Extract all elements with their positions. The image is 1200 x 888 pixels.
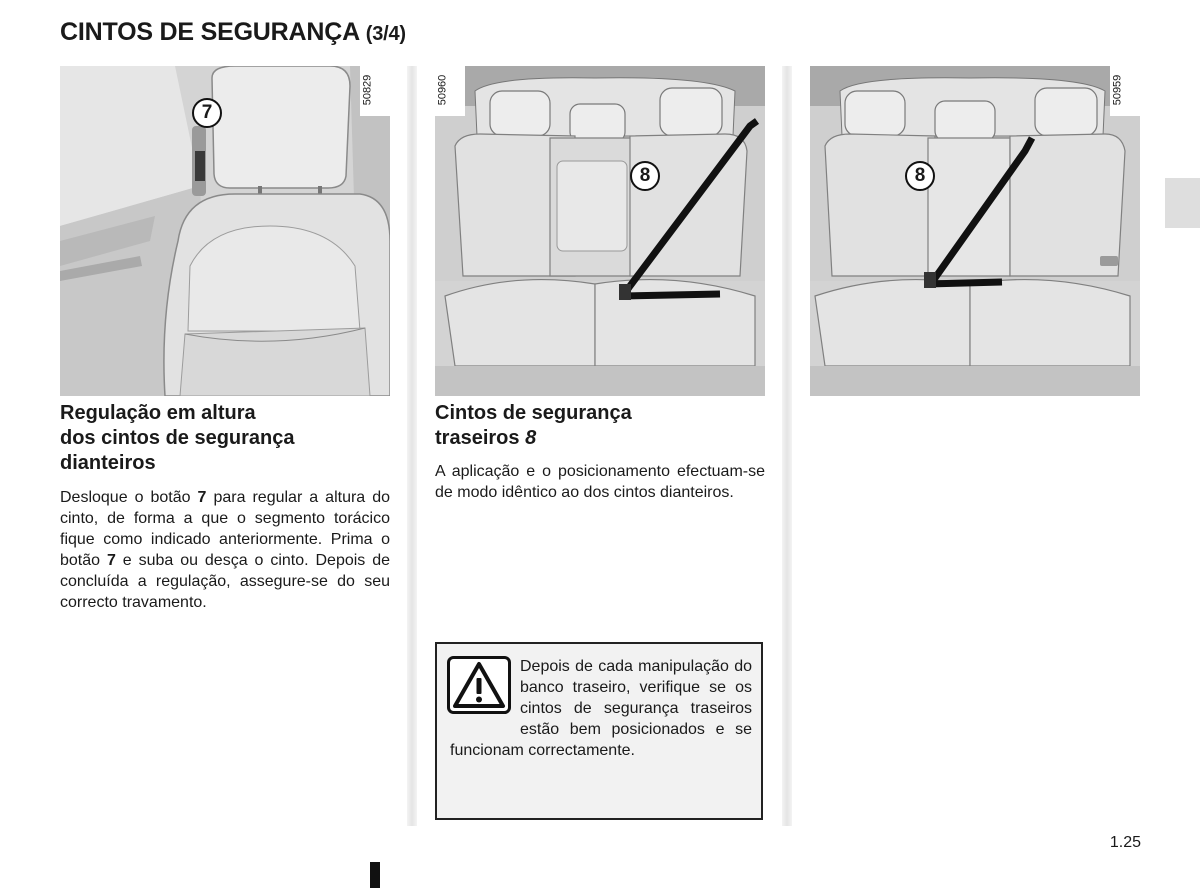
figure-code: 50959 (1111, 74, 1124, 106)
belt-ref: 8 (525, 427, 537, 449)
front-section-heading (60, 401, 390, 476)
heading-line: traseiros (435, 427, 526, 449)
figure-code: 50829 (361, 74, 374, 106)
button-ref: 7 (197, 489, 207, 506)
figure-code-box (435, 66, 465, 116)
page-number: 1.25 (1109, 834, 1141, 851)
rear-section-heading (435, 401, 765, 451)
figure-rear-seat-b (810, 66, 1140, 396)
callout-8-label: 8 (639, 165, 651, 186)
body-text: Desloque o botão (60, 489, 198, 506)
rear-section-body: A aplicação e o posicionamento efectuam-se de modo idêntico ao dos cintos dianteiros. (435, 463, 765, 501)
figure-rear-seat-a (435, 66, 765, 396)
heading-line: Regulação em altura (60, 402, 256, 424)
column-divider-right (782, 66, 792, 826)
heading-line: Cintos de segurança (435, 402, 632, 424)
page-title-text: CINTOS DE SEGURANÇA (60, 18, 360, 46)
warning-box (435, 642, 763, 820)
figure-code-box (360, 66, 390, 116)
figure-code: 50960 (436, 74, 449, 106)
binding-mark (370, 862, 380, 888)
figure-front-seat (60, 66, 390, 396)
callout-7-label: 7 (201, 102, 213, 123)
front-section-body (60, 487, 390, 613)
column-divider-left (407, 66, 417, 826)
rear-seat-illustration-b (810, 66, 1140, 396)
body-text: para regular a altura do cinto, de forma a que o segmento torácico fique como indicado anteriormente. Prima o botão (60, 489, 390, 569)
heading-line: dos cintos de segurança (60, 427, 295, 449)
section-tab (1165, 178, 1200, 228)
warning-text-block (450, 656, 752, 761)
button-ref: 7 (106, 552, 116, 569)
page-title (60, 18, 406, 47)
front-seat-illustration (60, 66, 390, 396)
body-text: e suba ou desça o cinto. Depois de concluída a regulação, assegure-se do seu correcto travamento. (60, 552, 390, 611)
warning-text: Depois de cada manipulação do banco traseiro, verifique se os cintos de segurança traseiros estão bem posicionados e se funcionam correctamente. (450, 658, 752, 759)
rear-seat-illustration-a (435, 66, 765, 396)
page-title-pages: (3/4) (365, 23, 406, 45)
heading-line: dianteiros (60, 452, 156, 474)
callout-8-label: 8 (914, 165, 926, 186)
figure-code-box (1110, 66, 1140, 116)
